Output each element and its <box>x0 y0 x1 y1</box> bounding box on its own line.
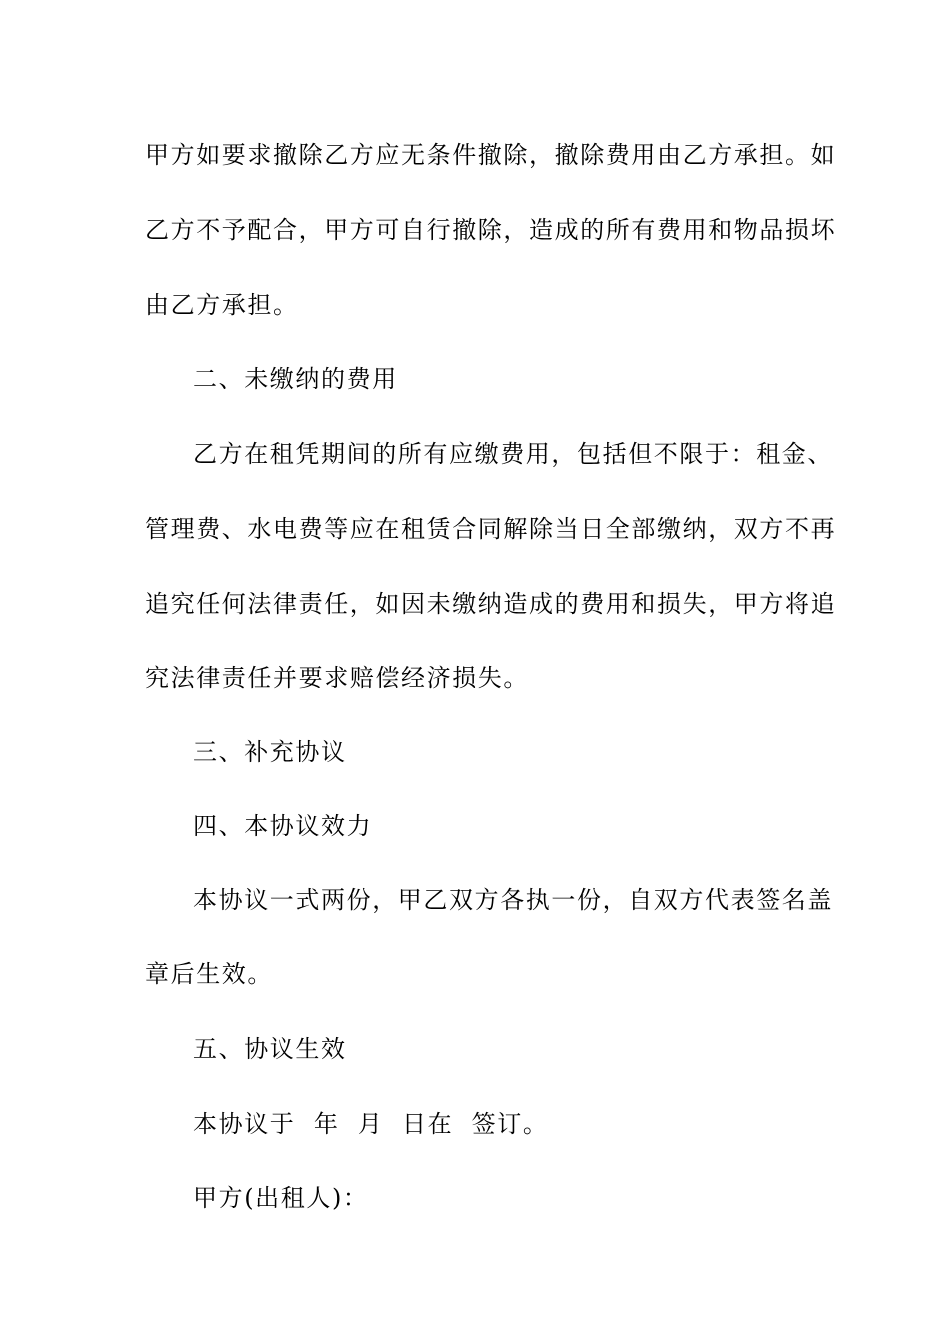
paragraph-1-line-1: 甲方如要求撤除乙方应无条件撤除，撤除费用由乙方承担。如 <box>145 141 837 169</box>
paragraph-1-line-2: 乙方不予配合，甲方可自行撤除，造成的所有费用和物品损坏 <box>145 216 837 244</box>
signing-date-line: 本协议于 年 月 日在 签订。 <box>193 1110 549 1138</box>
section-heading-2: 二、未缴纳的费用 <box>193 365 398 393</box>
paragraph-1-line-3: 由乙方承担。 <box>145 291 299 319</box>
paragraph-2-line-4: 究法律责任并要求赔偿经济损失。 <box>145 664 529 692</box>
paragraph-4-line-2: 章后生效。 <box>145 960 273 988</box>
section-heading-3: 三、补充协议 <box>193 738 347 766</box>
paragraph-4-line-1: 本协议一式两份，甲乙双方各执一份，自双方代表签名盖 <box>193 886 833 914</box>
section-heading-4: 四、本协议效力 <box>193 812 373 840</box>
party-a-label: 甲方(出租人)： <box>193 1184 369 1212</box>
paragraph-2-line-1: 乙方在租凭期间的所有应缴费用，包括但不限于：租金、 <box>193 440 833 468</box>
paragraph-2-line-2: 管理费、水电费等应在租赁合同解除当日全部缴纳，双方不再 <box>145 515 837 543</box>
paragraph-2-line-3: 追究任何法律责任，如因未缴纳造成的费用和损失，甲方将追 <box>145 590 837 618</box>
section-heading-5: 五、协议生效 <box>193 1035 347 1063</box>
